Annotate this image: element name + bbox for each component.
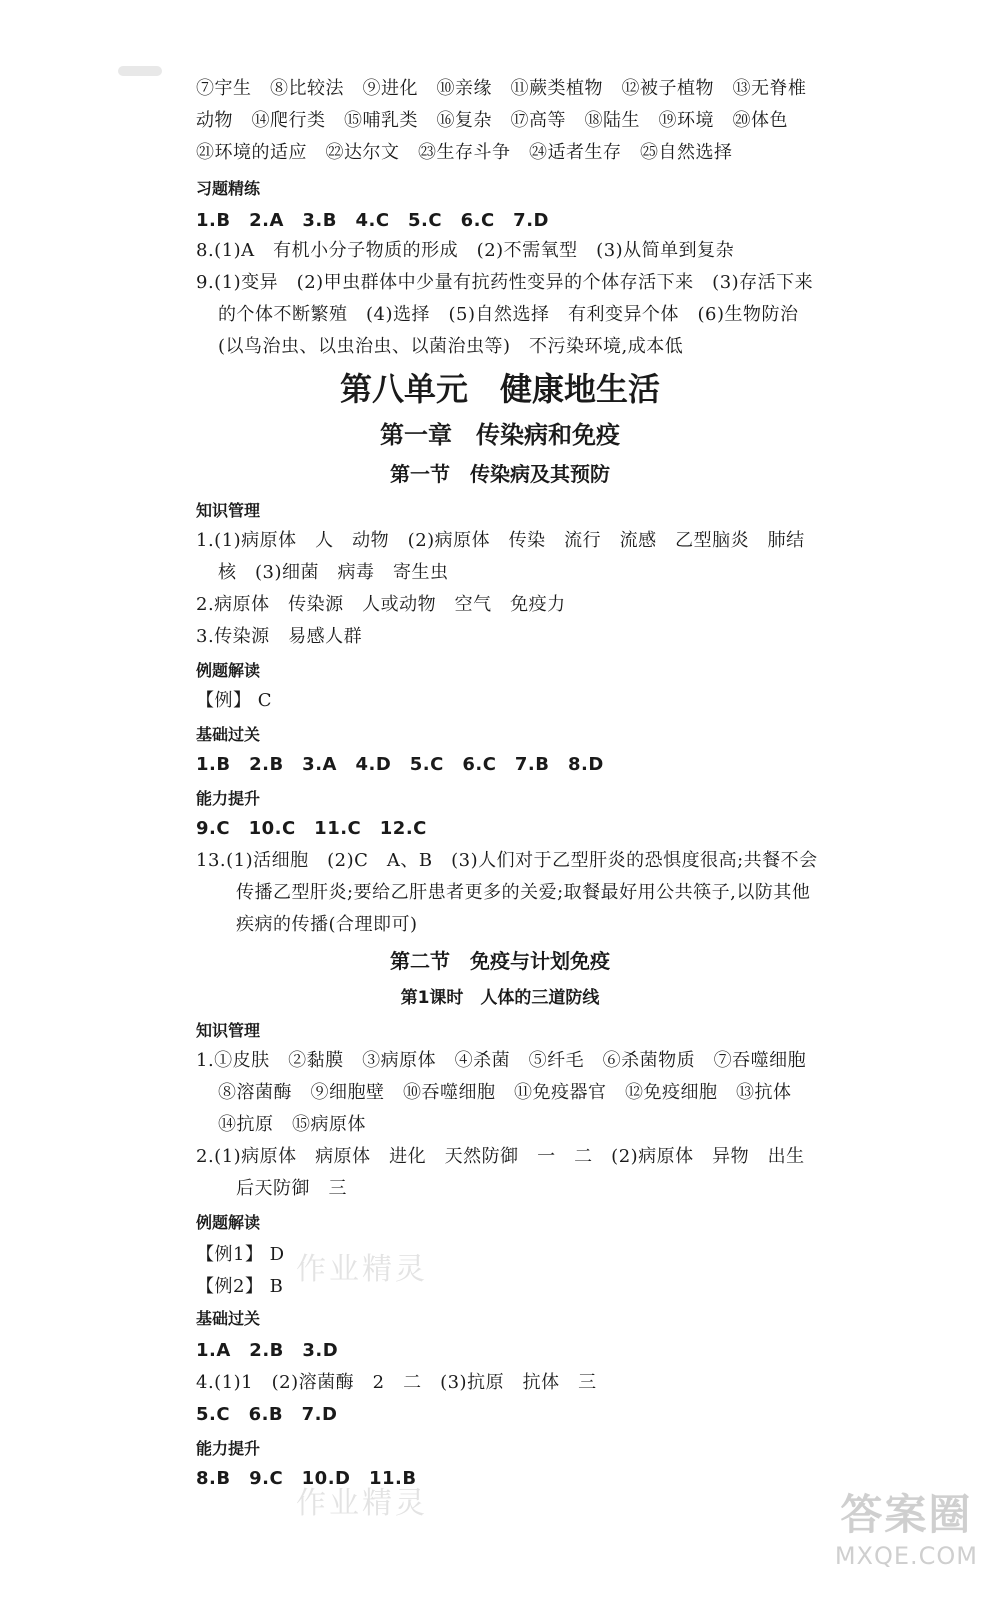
answer-line: 的个体不断繁殖 (4)选择 (5)自然选择 有利变异个体 (6)生物防治 (218, 304, 799, 325)
answer-line: (以鸟治虫、以虫治虫、以菌治虫等) 不污染环境,成本低 (218, 336, 684, 357)
section-label-advanced: 能力提升 (196, 1439, 261, 1458)
answer-line: 1.B 2.B 3.A 4.D 5.C 6.C 7.B 8.D (196, 754, 604, 775)
section-label-examples: 例题解读 (196, 1213, 261, 1232)
answer-line: 传播乙型肝炎;要给乙肝患者更多的关爱;取餐最好用公共筷子,以防其他 (236, 882, 811, 903)
section-label-knowledge: 知识管理 (196, 501, 261, 520)
answer-line: 疾病的传播(合理即可) (236, 914, 418, 935)
answer-line: 1.B 2.A 3.B 4.C 5.C 6.C 7.D (196, 210, 549, 231)
answer-line: ⑭抗原 ⑮病原体 (218, 1114, 366, 1135)
answer-line: 9.(1)变异 (2)甲虫群体中少量有抗药性变异的个体存活下来 (3)存活下来 (196, 272, 814, 293)
watermark: 作业精灵 (296, 1486, 428, 1521)
watermark: 作业精灵 (296, 1252, 428, 1287)
answer-line: 8.(1)A 有机小分子物质的形成 (2)不需氧型 (3)从简单到复杂 (196, 240, 735, 261)
section-title: 第二节 免疫与计划免疫 (390, 949, 610, 973)
unit-title: 第八单元 健康地生活 (339, 370, 660, 408)
scan-smudge (118, 66, 162, 76)
section-label-basics: 基础过关 (196, 725, 261, 744)
section-label-knowledge: 知识管理 (196, 1021, 261, 1040)
text-line: 动物 ⑭爬行类 ⑮哺乳类 ⑯复杂 ⑰高等 ⑱陆生 ⑲环境 ⑳体色 (196, 110, 788, 131)
answer-line: 核 (3)细菌 病毒 寄生虫 (218, 562, 449, 583)
corner-watermark (835, 1482, 978, 1570)
answer-line: 【例1】 D (196, 1244, 285, 1265)
answer-line: 1.①皮肤 ②黏膜 ③病原体 ④杀菌 ⑤纤毛 ⑥杀菌物质 ⑦吞噬细胞 (196, 1050, 807, 1071)
corner-watermark-url: MXQE.COM (834, 1542, 978, 1570)
answer-line: 【例】 C (196, 690, 272, 711)
answer-line: 后天防御 三 (236, 1178, 347, 1199)
answer-line: ⑧溶菌酶 ⑨细胞壁 ⑩吞噬细胞 ⑪免疫器官 ⑫免疫细胞 ⑬抗体 (218, 1082, 792, 1103)
text-line: ⑦宇生 ⑧比较法 ⑨进化 ⑩亲缘 ⑪蕨类植物 ⑫被子植物 ⑬无脊椎 (196, 78, 807, 99)
section-title: 第一节 传染病及其预防 (390, 462, 610, 486)
answer-line: 【例2】 B (196, 1276, 284, 1297)
lesson-title: 第1课时 人体的三道防线 (400, 988, 600, 1008)
answer-line: 2.病原体 传染源 人或动物 空气 免疫力 (196, 594, 566, 615)
section-label-exercises: 习题精练 (196, 179, 261, 198)
answer-line: 4.(1)1 (2)溶菌酶 2 二 (3)抗原 抗体 三 (196, 1372, 597, 1393)
answer-line: 2.(1)病原体 病原体 进化 天然防御 一 二 (2)病原体 异物 出生 (196, 1146, 805, 1167)
answer-line: 13.(1)活细胞 (2)C A、B (3)人们对于乙型肝炎的恐惧度很高;共餐不会 (196, 850, 818, 871)
corner-watermark-logo: 答案圈 (840, 1490, 973, 1539)
answer-line: 3.传染源 易感人群 (196, 626, 363, 647)
answer-line: 5.C 6.B 7.D (196, 1404, 338, 1425)
section-label-basics: 基础过关 (196, 1309, 261, 1328)
text-line: ㉑环境的适应 ㉒达尔文 ㉓生存斗争 ㉔适者生存 ㉕自然选择 (196, 142, 733, 163)
answer-line: 1.(1)病原体 人 动物 (2)病原体 传染 流行 流感 乙型脑炎 肺结 (196, 530, 805, 551)
answer-line: 1.A 2.B 3.D (196, 1340, 339, 1361)
section-label-advanced: 能力提升 (196, 789, 261, 808)
answer-line: 8.B 9.C 10.D 11.B (196, 1468, 417, 1489)
chapter-title: 第一章 传染病和免疫 (380, 421, 620, 449)
section-label-examples: 例题解读 (196, 661, 261, 680)
answer-line: 9.C 10.C 11.C 12.C (196, 818, 427, 839)
